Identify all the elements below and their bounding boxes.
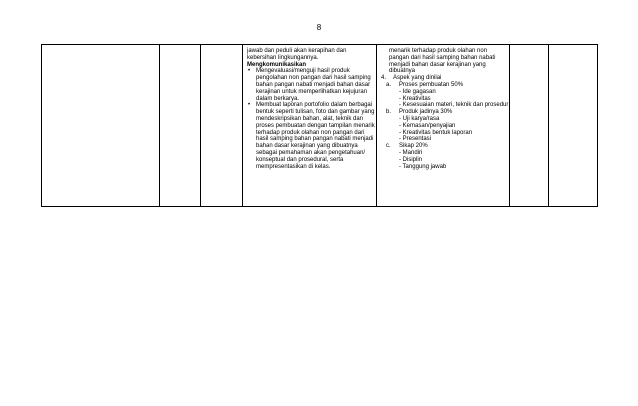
table-row (42, 45, 598, 207)
empty-cell-material (160, 45, 201, 207)
aspect-item (381, 82, 505, 89)
activity-text-line: bahan dasar kerajinan yang dibuatnya (256, 143, 358, 150)
list-item (247, 68, 372, 102)
item-title: Aspek yang dinilai (393, 75, 442, 82)
aspect-title: Sikap 20% (399, 143, 428, 150)
activity-text-line: dalam berkarya. (256, 95, 300, 102)
activity-text-line: pengolahan non pangan dari hasil samping (256, 75, 371, 82)
activity-text-line: kebersihan lingkungannya. (247, 54, 319, 61)
activity-text-line: kerajinan untuk memperlihatkan kejujuran (256, 88, 368, 95)
learning-activities-cell (243, 45, 377, 207)
aspect-criterion: - Tanggung jawab (399, 163, 447, 170)
aspect-criterion: - Kemasan/penyajian (399, 122, 456, 129)
empty-cell-competency (42, 45, 160, 207)
aspect-title: Produk jadinya 30% (399, 109, 453, 116)
syllabus-table (41, 44, 598, 207)
activity-text-line: hasil samping bahan pangan nabati menjadi (256, 136, 374, 143)
aspect-criterion: - Kesesuaian materi, teknik dan prosedur (399, 102, 509, 109)
aspect-letter: a. (386, 81, 392, 88)
empty-cell-indicator (201, 45, 243, 207)
aspect-criterion: - Presentasi (399, 136, 432, 143)
aspect-criterion: - Ide gagasan (399, 88, 436, 95)
aspect-criterion: - Uji karya/rasa (399, 115, 440, 122)
assessment-text-line: dibuatnya (389, 68, 416, 75)
activity-text-line: sebagai pemahaman akan pengetahuan/ (256, 149, 366, 156)
activity-text-line: • Mengevaluasi/menguji hasil produk (256, 68, 350, 75)
section-heading: Mengkomunikasikan (247, 61, 307, 68)
aspect-criterion: - Kreativitas (399, 95, 431, 102)
assessment-item (381, 75, 505, 82)
activity-bullet-list (247, 68, 375, 170)
aspect-title: Proses pembuatan 50% (399, 81, 464, 88)
activity-text-line: mendeskripsikan bahan, alat, teknik dan (256, 115, 364, 122)
activity-text-line: terhadap produk olahan non pangan dari (256, 129, 365, 136)
assessment-cell (377, 45, 510, 207)
aspect-criterion: - Kreativitas bentuk laporan (399, 129, 473, 136)
aspect-criterion: - Disiplin (399, 156, 423, 163)
activity-text-line: proses pembuatan dengan tampilan menarik (256, 122, 375, 129)
list-item (247, 102, 375, 170)
page-number: 8 (316, 23, 322, 32)
activity-text-line: mempresentasikan di kelas. (256, 163, 331, 170)
aspect-criterion: - Mandiri (399, 149, 423, 156)
assessment-text-line: menjadi bahan dasar kerajinan yang (389, 61, 486, 68)
activity-text-line: bahan pangan nabati menjadi bahan dasar (256, 81, 371, 88)
activity-text-line: • Membuat laporan portofolio dalam berbagai (256, 102, 373, 109)
activity-text-line: jawab dan peduli akan kerapihan dan (247, 48, 347, 54)
aspect-item (381, 143, 505, 150)
activity-text-line: konseptual dan prosedural, serta (256, 156, 344, 163)
empty-cell-source (549, 45, 598, 207)
activity-text-line: bentuk seperti tulisan, foto dan gambar yang (256, 109, 375, 116)
aspect-item (381, 109, 505, 116)
assessment-text-line: pangan dari hasil samping bahan nabati (389, 54, 496, 61)
aspect-letter: c. (386, 143, 391, 150)
aspect-letter: b. (386, 109, 392, 116)
item-number: 4. (381, 75, 387, 82)
assessment-text-line: menarik terhadap produk olahan non (389, 48, 488, 54)
empty-cell-time (510, 45, 549, 207)
